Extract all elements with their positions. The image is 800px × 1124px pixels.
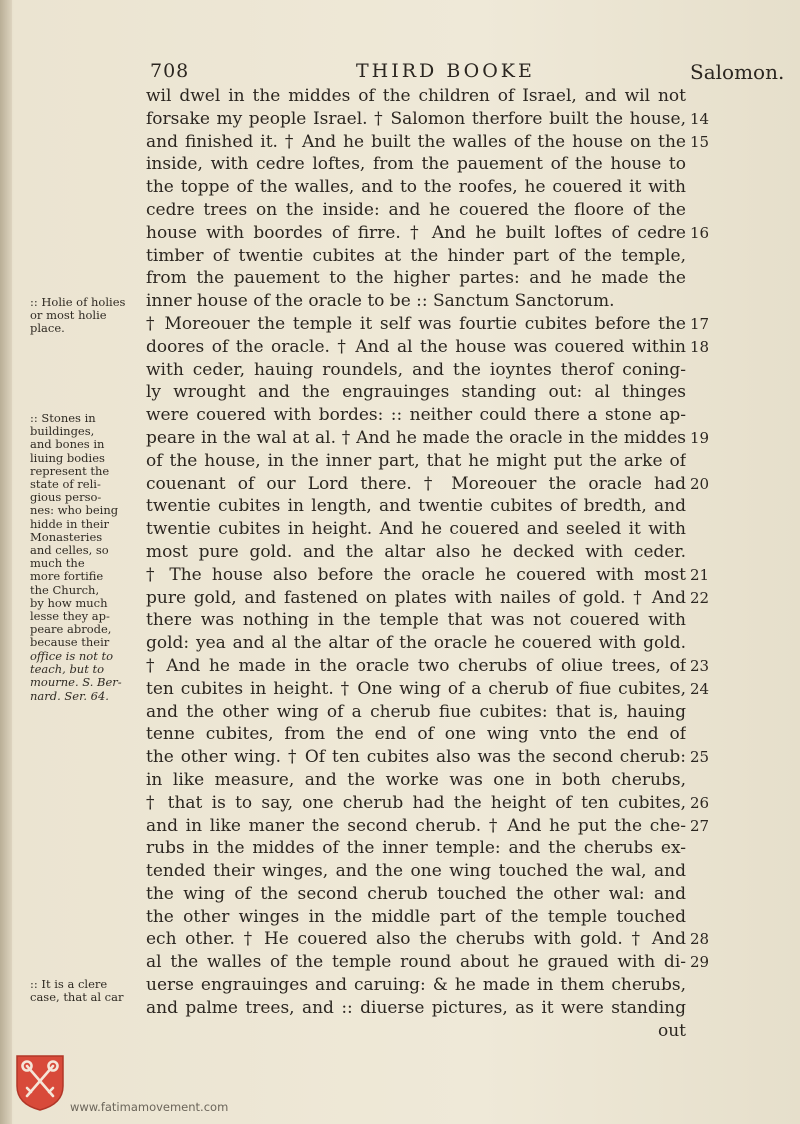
margin-note-line: :: Stones in bbox=[30, 411, 96, 425]
margin-note-line: mourne. S. Ber- bbox=[30, 675, 122, 690]
text-line: ten cubites in height. † One wing of a cherub of fiue cubites, bbox=[146, 678, 686, 699]
verse-number: 14 bbox=[690, 109, 710, 128]
verse-number: 20 bbox=[690, 474, 710, 493]
verse-number bbox=[690, 609, 730, 632]
margin-note-line: :: It is a clere bbox=[30, 977, 108, 991]
verse-number bbox=[690, 199, 730, 222]
margin-note-line: state of reli- bbox=[30, 477, 101, 492]
footer-url[interactable]: www.fatimamovement.com bbox=[70, 1100, 229, 1114]
text-line: twentie cubites in length, and twentie cubites of bredth, and bbox=[146, 496, 686, 517]
text-line: there was nothing in the temple that was not couered with bbox=[146, 610, 686, 631]
text-line: pure gold, and fastened on plates with nailes of gold. † And bbox=[146, 587, 686, 608]
text-line: in like measure, and the worke was one in both cherubs, bbox=[146, 769, 686, 790]
text-line: with ceder, hauing roundels, and the ioyntes therof coning- bbox=[146, 359, 686, 380]
text-line: from the pauement to the higher partes: and he made the bbox=[146, 268, 686, 289]
verse-number bbox=[690, 404, 730, 427]
text-line: most pure gold. and the altar also he decked with ceder. bbox=[146, 541, 686, 562]
margin-note-line: Monasteries bbox=[30, 529, 103, 544]
page-number: 708 bbox=[150, 60, 190, 82]
margin-note-line: or most holie bbox=[30, 308, 107, 323]
text-line: tenne cubites, from the end of one wing vnto the end of bbox=[146, 724, 686, 745]
text-line: the toppe of the walles, and to the roofes, he couered it with bbox=[146, 177, 686, 198]
verse-number: 17 bbox=[690, 314, 710, 333]
margin-note-holie-of-holies bbox=[30, 296, 146, 336]
margin-note-line: because their bbox=[30, 635, 110, 650]
verse-number bbox=[690, 495, 730, 518]
verse-number bbox=[690, 1020, 730, 1043]
verse-number bbox=[690, 450, 730, 473]
text-line: forsake my people Israel. † Salomon therfore built the house, bbox=[146, 108, 686, 129]
verse-number: 16 bbox=[690, 223, 710, 242]
verse-number: 22 bbox=[690, 588, 710, 607]
verse-number: 26 bbox=[690, 793, 710, 812]
text-line: inner house of the oracle to be :: Sanctum Sanctorum. bbox=[146, 291, 615, 312]
verse-number: 18 bbox=[690, 337, 710, 356]
text-line: and finished it. † And he built the walles of the house on the bbox=[146, 131, 686, 152]
text-line: uerse engrauinges and caruing: & he made in them cherubs, bbox=[146, 975, 686, 996]
text-line: and the other wing of a cherub fiue cubites: that is, hauing bbox=[146, 701, 686, 722]
verse-number bbox=[690, 997, 730, 1020]
margin-note-line: case, that al car bbox=[30, 990, 124, 1005]
margin-note-line: place. bbox=[30, 321, 65, 336]
running-head: Salomon. bbox=[690, 60, 785, 84]
margin-note-line: buildinges, bbox=[30, 424, 95, 439]
verse-number bbox=[690, 518, 730, 541]
verse-number bbox=[690, 381, 730, 404]
verse-number: 15 bbox=[690, 132, 710, 151]
margin-note-line: nes: who being bbox=[30, 503, 119, 518]
text-line: † The house also before the oracle he couered with most bbox=[146, 564, 686, 585]
verse-number-column bbox=[690, 85, 730, 1042]
margin-note-line: gious perso- bbox=[30, 490, 102, 505]
text-line: wil dwel in the middes of the children of Israel, and wil not bbox=[146, 86, 686, 106]
text-line: timber of twentie cubites at the hinder part of the temple, bbox=[146, 245, 686, 266]
body-text bbox=[146, 85, 686, 1042]
text-line: gold: yea and al the altar of the oracle he couered with gold. bbox=[146, 633, 686, 654]
verse-number bbox=[690, 632, 730, 655]
text-line: rubs in the middes of the inner temple: and the cherubs ex- bbox=[146, 838, 686, 859]
verse-number bbox=[690, 837, 730, 860]
margin-note-line: by how much bbox=[30, 595, 108, 610]
text-line: twentie cubites in height. And he couered and seeled it with bbox=[146, 519, 686, 540]
text-line: † that is to say, one cherub had the height of ten cubites, bbox=[146, 792, 686, 813]
text-line: the other wing. † Of ten cubites also was the second cherub: bbox=[146, 747, 686, 768]
verse-number: 24 bbox=[690, 679, 710, 698]
verse-number bbox=[690, 906, 730, 929]
margin-note-line: lesse they ap- bbox=[30, 609, 110, 624]
papal-keys-seal-icon bbox=[13, 1052, 67, 1112]
text-line: of the house, in the inner part, that he might put the arke of bbox=[146, 450, 686, 471]
margin-note-line: and celles, so bbox=[30, 543, 109, 558]
verse-number bbox=[690, 883, 730, 906]
text-line: al the walles of the temple round about he graued with di- bbox=[146, 952, 686, 973]
text-line: the other winges in the middle part of the temple touched bbox=[146, 906, 686, 927]
verse-number bbox=[690, 245, 730, 268]
margin-note-line: peare abrode, bbox=[30, 622, 112, 637]
verse-number: 23 bbox=[690, 656, 710, 675]
margin-note-stones-citation bbox=[30, 650, 146, 703]
verse-number bbox=[690, 541, 730, 564]
text-line: doores of the oracle. † And al the house was couered within bbox=[146, 336, 686, 357]
text-line: the wing of the second cherub touched the other wal: and bbox=[146, 883, 686, 904]
verse-number bbox=[690, 974, 730, 997]
margin-note-line: hidde in their bbox=[30, 516, 110, 531]
binding-shadow bbox=[0, 0, 12, 1124]
verse-number: 28 29 bbox=[690, 930, 710, 972]
margin-note-line: represent the bbox=[30, 463, 110, 478]
verse-number bbox=[690, 267, 730, 290]
text-line: inside, with cedre loftes, from the pauement of the house to bbox=[146, 154, 686, 175]
text-line: out bbox=[657, 1020, 686, 1041]
margin-note-line: the Church, bbox=[30, 582, 100, 597]
text-line: and in like maner the second cherub. † And he put the che- bbox=[146, 815, 686, 836]
text-line: cedre trees on the inside: and he couered the floore of the bbox=[146, 199, 686, 220]
verse-number: 21 bbox=[690, 565, 710, 584]
verse-number bbox=[690, 860, 730, 883]
text-line: tended their winges, and the one wing touched the wal, and bbox=[146, 861, 686, 882]
verse-number bbox=[690, 176, 730, 199]
text-line: were couered with bordes: :: neither could there a stone ap- bbox=[146, 405, 686, 426]
text-line: ly wrought and the engrauinges standing out: al thinges bbox=[146, 382, 686, 403]
margin-note-line: liuing bodies bbox=[30, 450, 105, 465]
verse-number bbox=[690, 701, 730, 724]
verse-number bbox=[690, 85, 730, 108]
text-line: ech other. † He couered also the cherubs with gold. † And bbox=[146, 929, 686, 950]
margin-note-line: much the bbox=[30, 556, 85, 571]
margin-note-clere-case bbox=[30, 978, 146, 1004]
text-line: house with boordes of firre. † And he built loftes of cedre bbox=[146, 222, 686, 243]
text-line: and palme trees, and :: diuerse pictures, as it were standing bbox=[146, 997, 686, 1018]
verse-number bbox=[690, 290, 730, 313]
text-line: † Moreouer the temple it self was fourtie cubites before the bbox=[146, 313, 686, 334]
margin-note-line: teach, but to bbox=[30, 662, 105, 677]
verse-number bbox=[690, 153, 730, 176]
verse-number: 25 bbox=[690, 748, 710, 767]
verse-number: 27 bbox=[690, 816, 710, 835]
page-header bbox=[0, 60, 800, 86]
text-line: † And he made in the oracle two cherubs of oliue trees, of bbox=[146, 655, 686, 676]
book-title: THIRD BOOKE bbox=[356, 60, 535, 82]
text-line: couenant of our Lord there. † Moreouer the oracle had bbox=[146, 473, 686, 494]
margin-note-line: nard. Ser. 64. bbox=[30, 688, 109, 703]
verse-number bbox=[690, 723, 730, 746]
margin-note-line: more fortifie bbox=[30, 569, 104, 584]
verse-number bbox=[690, 769, 730, 792]
verse-number bbox=[690, 359, 730, 382]
text-line: peare in the wal at al. † And he made the oracle in the middes bbox=[146, 427, 686, 448]
margin-note-line: :: Holie of holies bbox=[30, 295, 126, 309]
verse-number: 19 bbox=[690, 428, 710, 447]
margin-note-line: office is not to bbox=[30, 649, 114, 663]
margin-note-stones bbox=[30, 412, 146, 650]
margin-note-line: and bones in bbox=[30, 437, 105, 452]
